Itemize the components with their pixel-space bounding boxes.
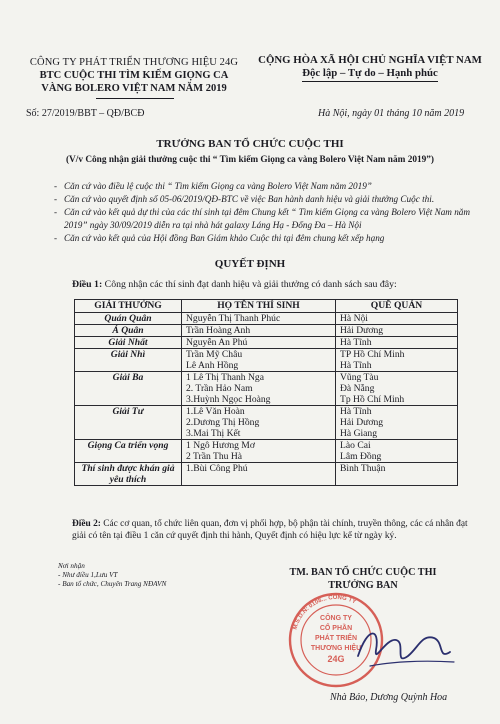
stamp-line-1: CÔNG TY — [320, 615, 352, 622]
hometown-cell — [336, 440, 458, 463]
name-cell — [182, 463, 336, 486]
article-1-label: Điều 1: — [72, 279, 103, 290]
contestant-name: 3.Huỳnh Ngọc Hoàng — [186, 394, 271, 405]
contestant-name: 1.Lê Văn Hoàn — [186, 406, 245, 417]
recipients-heading: Nơi nhận — [58, 562, 85, 570]
table-row — [75, 325, 458, 337]
award-cell: Á Quân — [75, 325, 182, 337]
article-1 — [72, 279, 397, 290]
nation-name: CỘNG HÒA XÃ HỘI CHỦ NGHĨA VIỆT NAM — [258, 54, 482, 66]
legal-basis-item: - Căn cứ vào kết quả dự thi của các thí sinh tại đêm Chung kết “ Tìm kiếm Giọng ca vàng Bolero Việt Nam năm 2019” ngày 30/09/2019 diễn ra tại nhà hát galaxy Láng Hạ - Đống Đa – Hà Nội — [54, 206, 474, 230]
hometown-cell — [336, 337, 458, 349]
table-row — [75, 406, 458, 440]
award-cell: Giải Nhất — [75, 337, 182, 349]
stamp-line-3: PHÁT TRIỂN — [315, 635, 357, 642]
org-line-2: BTC CUỘC THI TÌM KIẾM GIỌNG CA — [39, 70, 229, 81]
hometown-cell — [336, 349, 458, 372]
legal-bases-list — [54, 180, 474, 245]
name-cell — [182, 325, 336, 337]
hometown: Vũng Tàu — [340, 372, 379, 383]
award-cell: Quán Quân — [75, 313, 182, 325]
name-cell — [182, 372, 336, 406]
hometown-cell — [336, 463, 458, 486]
stamp-line-5: 24G — [327, 654, 345, 664]
table-row — [75, 440, 458, 463]
table-row — [75, 463, 458, 486]
handwritten-signature — [350, 616, 460, 686]
contestant-name: Lê Anh Hồng — [186, 360, 239, 371]
table-row — [75, 372, 458, 406]
organization-header — [14, 56, 254, 95]
org-line-3: VÀNG BOLERO VIỆT NAM NĂM 2019 — [41, 83, 227, 94]
hometown: Hà Giang — [340, 428, 378, 439]
contestant-name: 2. Trần Hảo Nam — [186, 383, 253, 394]
article-2-label: Điều 2: — [72, 519, 101, 529]
column-header-name: HỌ TÊN THÍ SINH — [182, 300, 336, 313]
hometown: Hà Nội — [340, 313, 368, 324]
award-cell: Thí sinh được khán giả yêu thích — [75, 463, 182, 486]
award-cell: Giải Nhì — [75, 349, 182, 372]
document-number: Số: 27/2019/BBT – QĐ/BCĐ — [26, 108, 145, 119]
contestant-name: Trần Mỹ Châu — [186, 349, 243, 360]
hometown: Hải Dương — [340, 417, 384, 428]
signature-title — [248, 566, 478, 592]
table-header-row — [75, 300, 458, 313]
stamp-ring-text: M.S.D.N: 0108... CÔNG TY — [292, 594, 357, 631]
name-cell — [182, 406, 336, 440]
stamp-line-4: THƯƠNG HIỆU — [310, 645, 362, 652]
article-2-text: Các cơ quan, tổ chức liên quan, đơn vị phối hợp, bộ phận tài chính, truyền thông, các cá nhân đạt giải có tên tại điều 1 căn cứ quyết định thi hành, Quyết định có hiệu lực kể từ ngày ký. — [72, 519, 468, 541]
table-row — [75, 349, 458, 372]
hometown: Hà Tĩnh — [340, 360, 372, 371]
hometown-cell — [336, 406, 458, 440]
contestant-name: 3.Mai Thị Kết — [186, 428, 241, 439]
hometown: Đà Nẵng — [340, 383, 375, 394]
hometown: Bình Thuận — [340, 463, 386, 474]
table-row — [75, 313, 458, 325]
article-2 — [72, 518, 468, 542]
name-cell — [182, 313, 336, 325]
table-row — [75, 337, 458, 349]
national-header — [248, 54, 492, 82]
recipient-line: - Ban tổ chức, Chuyên Trang NĐAVN — [58, 580, 167, 589]
hometown: Hải Dương — [340, 325, 384, 336]
signer-name: Nhà Báo, Dương Quỳnh Hoa — [330, 692, 448, 703]
hometown-cell — [336, 325, 458, 337]
column-header-hometown: QUÊ QUÁN — [336, 300, 458, 313]
legal-basis-item: - Căn cứ vào kết quả của Hội đồng Ban Giám khảo Cuộc thi tại đêm chung kết xếp hạng — [54, 232, 474, 244]
awards-table — [74, 299, 458, 486]
contestant-name: Nguyễn An Phú — [186, 337, 248, 348]
org-line-1: CÔNG TY PHÁT TRIỂN THƯƠNG HIỆU 24G — [29, 57, 239, 68]
header-rule — [96, 98, 174, 99]
contestant-name: 2.Dương Thị Hồng — [186, 417, 260, 428]
document-subtitle: (V/v Công nhận giải thưởng cuộc thi “ Tìm kiếm Giọng ca vàng Bolero Việt Nam năm 2019”) — [65, 155, 435, 165]
column-header-award: GIẢI THƯỞNG — [75, 300, 182, 313]
award-cell: Giọng Ca triển vọng — [75, 440, 182, 463]
award-cell: Giải Ba — [75, 372, 182, 406]
name-cell — [182, 440, 336, 463]
contestant-name: Nguyễn Thị Thanh Phúc — [186, 313, 281, 324]
decision-heading: QUYẾT ĐỊNH — [214, 258, 286, 270]
hometown: TP Hồ Chí Minh — [340, 349, 405, 360]
hometown-cell — [336, 372, 458, 406]
contestant-name: 1 Lê Thị Thanh Nga — [186, 372, 264, 383]
name-cell — [182, 337, 336, 349]
contestant-name: 2 Trần Thu Hà — [186, 451, 243, 462]
article-1-text: Công nhận các thí sinh đạt danh hiệu và giải thưởng có danh sách sau đây: — [102, 279, 397, 290]
signature-title-line-2: TRƯỞNG BAN — [328, 580, 398, 591]
contestant-name: 1 Ngô Hương Mơ — [186, 440, 255, 451]
hometown: Lâm Đồng — [340, 451, 382, 462]
award-cell: Giải Tư — [75, 406, 182, 440]
name-cell — [182, 349, 336, 372]
document-title: TRƯỞNG BAN TỔ CHỨC CUỘC THI — [156, 138, 344, 150]
hometown: Lào Cai — [340, 440, 371, 451]
document-date: Hà Nội, ngày 01 tháng 10 năm 2019 — [318, 108, 465, 119]
contestant-name: Trần Hoàng Anh — [186, 325, 251, 336]
recipients-block — [58, 562, 166, 590]
hometown: Hà Tĩnh — [340, 337, 372, 348]
national-motto: Độc lập – Tự do – Hạnh phúc — [302, 67, 438, 82]
hometown: Tp Hồ Chí Minh — [340, 394, 405, 405]
recipient-line: - Như điều 1,Lưu VT — [58, 571, 118, 580]
signature-title-line-1: TM. BAN TỔ CHỨC CUỘC THI — [289, 567, 437, 578]
contestant-name: 1.Bùi Công Phú — [186, 463, 248, 474]
stamp-line-2: CỔ PHẦN — [319, 625, 353, 632]
legal-basis-item: - Căn cứ vào điều lệ cuộc thi “ Tìm kiếm Giọng ca vàng Bolero Việt Nam năm 2019” — [54, 180, 474, 192]
hometown-cell — [336, 313, 458, 325]
legal-basis-item: - Căn cứ vào quyết định số 05-06/2019/QĐ-BTC về việc Ban hành danh hiệu và giải thưởng Cuộc thi. — [54, 193, 474, 205]
hometown: Hà Tĩnh — [340, 406, 372, 417]
